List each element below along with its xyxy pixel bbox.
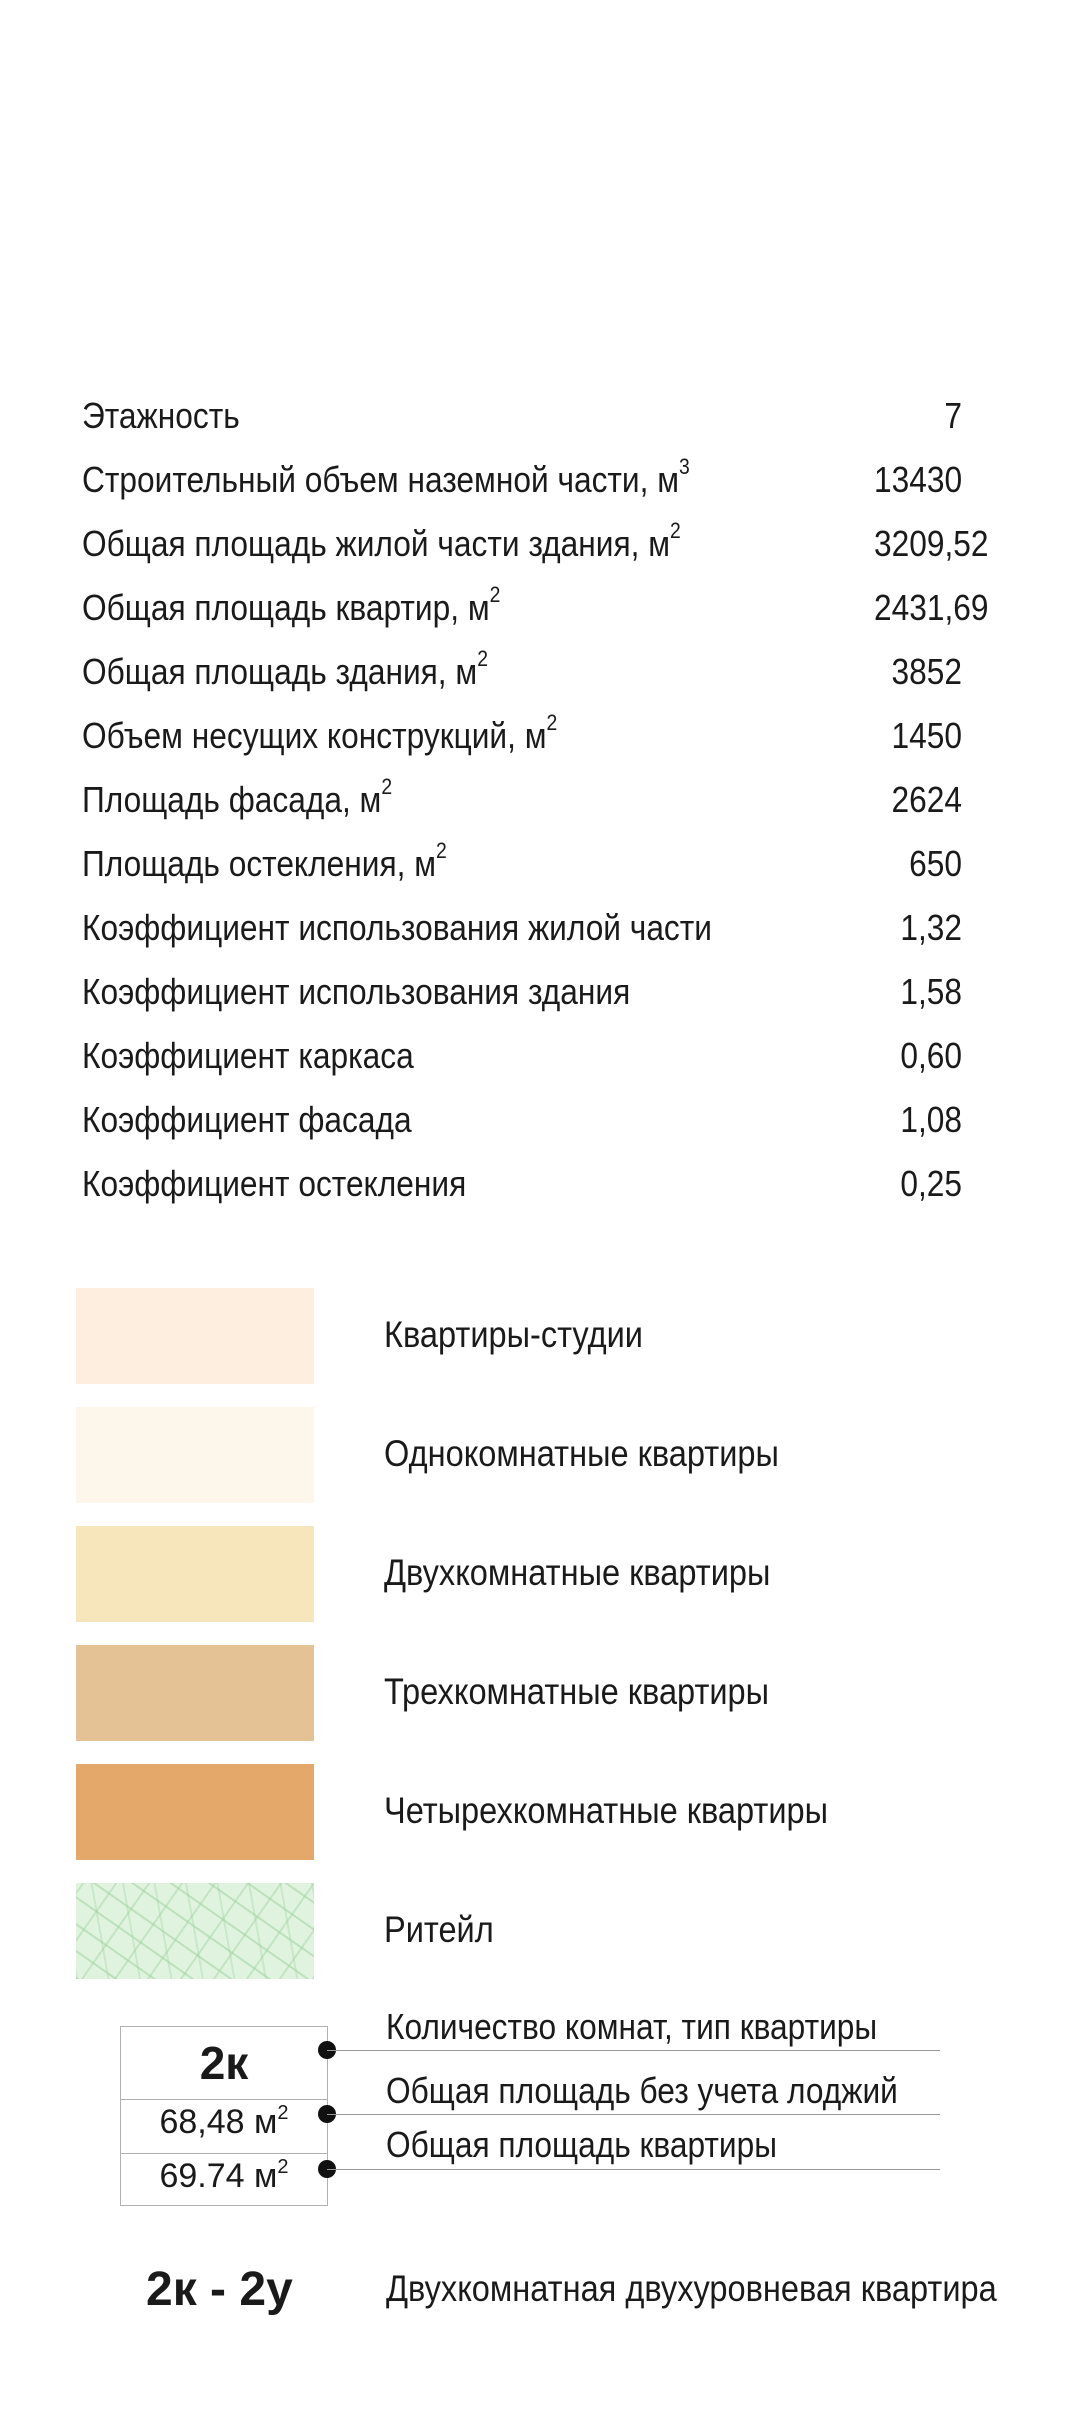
- area-unit-sup: 2: [277, 2156, 289, 2178]
- area-no-loggia-key-label: Общая площадь без учета лоджий: [386, 2070, 898, 2111]
- key-divider: [121, 2099, 327, 2100]
- stat-label-text: Коэффициент остекления: [82, 1163, 467, 1204]
- stat-value: 2431,69: [874, 587, 989, 628]
- stat-label-text: Общая площадь здания, м: [82, 651, 478, 692]
- legend-label: Четырехкомнатные квартиры: [384, 1790, 829, 1831]
- duplex-code: 2к - 2у: [146, 2263, 293, 2316]
- stat-row: [82, 1024, 962, 1088]
- stat-label-text: Общая площадь жилой части здания, м: [82, 523, 671, 564]
- stat-unit-sup: 2: [670, 518, 681, 543]
- stat-label-text: Коэффициент использования жилой части: [82, 907, 712, 948]
- legend-label: Однокомнатные квартиры: [384, 1433, 779, 1474]
- stat-label-text: Этажность: [82, 395, 240, 436]
- stat-row: [82, 1088, 962, 1152]
- stat-unit-sup: 2: [435, 838, 447, 863]
- stat-label: [82, 395, 240, 437]
- area-total-leader-line: [327, 2169, 940, 2170]
- stat-label: [82, 907, 712, 949]
- legend-label: Двухкомнатные квартиры: [384, 1552, 771, 1593]
- stat-row: [82, 512, 989, 576]
- stat-label-text: Общая площадь квартир, м: [82, 587, 490, 628]
- stat-label: [82, 646, 488, 693]
- legend-label: Ритейл: [384, 1909, 494, 1950]
- stat-label: [82, 1163, 466, 1205]
- stat-label: [82, 1035, 414, 1077]
- building-stats-table: [82, 384, 989, 1216]
- stat-label: [82, 710, 558, 757]
- stat-value: 7: [944, 395, 962, 436]
- stat-value: 1450: [891, 715, 962, 756]
- stat-value: 3209,52: [874, 523, 989, 564]
- stat-label: [82, 1099, 412, 1141]
- stat-label: [82, 971, 630, 1013]
- stat-row: [82, 832, 962, 896]
- stat-label-text: Коэффициент использования здания: [82, 971, 631, 1012]
- legend-label: Трехкомнатные квартиры: [384, 1671, 770, 1712]
- stat-label-text: Объем несущих конструкций, м: [82, 715, 547, 756]
- area-no-loggia-leader-line: [327, 2114, 940, 2115]
- area-without-loggia: [121, 2103, 327, 2142]
- stat-label: [82, 774, 393, 821]
- stat-label-text: Площадь фасада, м: [82, 779, 382, 820]
- apartment-key-box: [120, 2026, 328, 2206]
- stat-row: [82, 640, 962, 704]
- stat-label: [82, 838, 447, 885]
- stat-row: [82, 768, 962, 832]
- stat-row: [82, 1152, 962, 1216]
- stat-row: [82, 960, 962, 1024]
- legend-swatch: [76, 1526, 314, 1622]
- legend-swatch: [76, 1764, 314, 1860]
- room-code: 2к: [199, 2037, 249, 2089]
- stat-value: 0,25: [900, 1163, 962, 1204]
- duplex-label: Двухкомнатная двухуровневая квартира: [386, 2268, 997, 2309]
- stat-row: [82, 384, 962, 448]
- stat-row: [82, 448, 962, 512]
- area-total-key-label: Общая площадь квартиры: [386, 2124, 777, 2165]
- stat-label: [82, 518, 681, 565]
- legend-label: Квартиры-студии: [384, 1314, 643, 1355]
- stat-value: 1,32: [900, 907, 962, 948]
- stat-label: [82, 582, 501, 629]
- stat-value: 1,08: [900, 1099, 962, 1140]
- stat-value: 650: [909, 843, 962, 884]
- legend-swatch: [76, 1407, 314, 1503]
- stat-unit-sup: 2: [546, 710, 558, 735]
- stat-label-text: Строительный объем наземной части, м: [82, 459, 680, 500]
- legend-swatch: [76, 1645, 314, 1741]
- stat-label-text: Коэффициент каркаса: [82, 1035, 414, 1076]
- stat-value: 2624: [891, 779, 962, 820]
- stat-value: 13430: [874, 459, 963, 500]
- rooms-leader-line: [327, 2050, 940, 2051]
- stat-value: 0,60: [900, 1035, 962, 1076]
- legend-swatch: [76, 1288, 314, 1384]
- area-total-value: 69.74 м: [159, 2157, 278, 2195]
- area-without-loggia-value: 68,48 м: [159, 2103, 278, 2141]
- area-total: [121, 2157, 327, 2196]
- stat-label-text: Коэффициент фасада: [82, 1099, 412, 1140]
- stat-value: 3852: [891, 651, 962, 692]
- stat-row: [82, 576, 989, 640]
- stat-row: [82, 704, 962, 768]
- stat-row: [82, 896, 962, 960]
- stat-unit-sup: 3: [679, 454, 690, 479]
- stat-unit-sup: 2: [489, 582, 501, 607]
- key-divider: [121, 2153, 327, 2154]
- stat-label: [82, 454, 690, 501]
- stat-value: 1,58: [900, 971, 962, 1012]
- stat-unit-sup: 2: [477, 646, 488, 671]
- area-unit-sup: 2: [277, 2102, 289, 2124]
- stat-unit-sup: 2: [381, 774, 393, 799]
- rooms-key-label: Количество комнат, тип квартиры: [386, 2006, 878, 2047]
- stat-label-text: Площадь остекления, м: [82, 843, 436, 884]
- legend-swatch: [76, 1883, 314, 1979]
